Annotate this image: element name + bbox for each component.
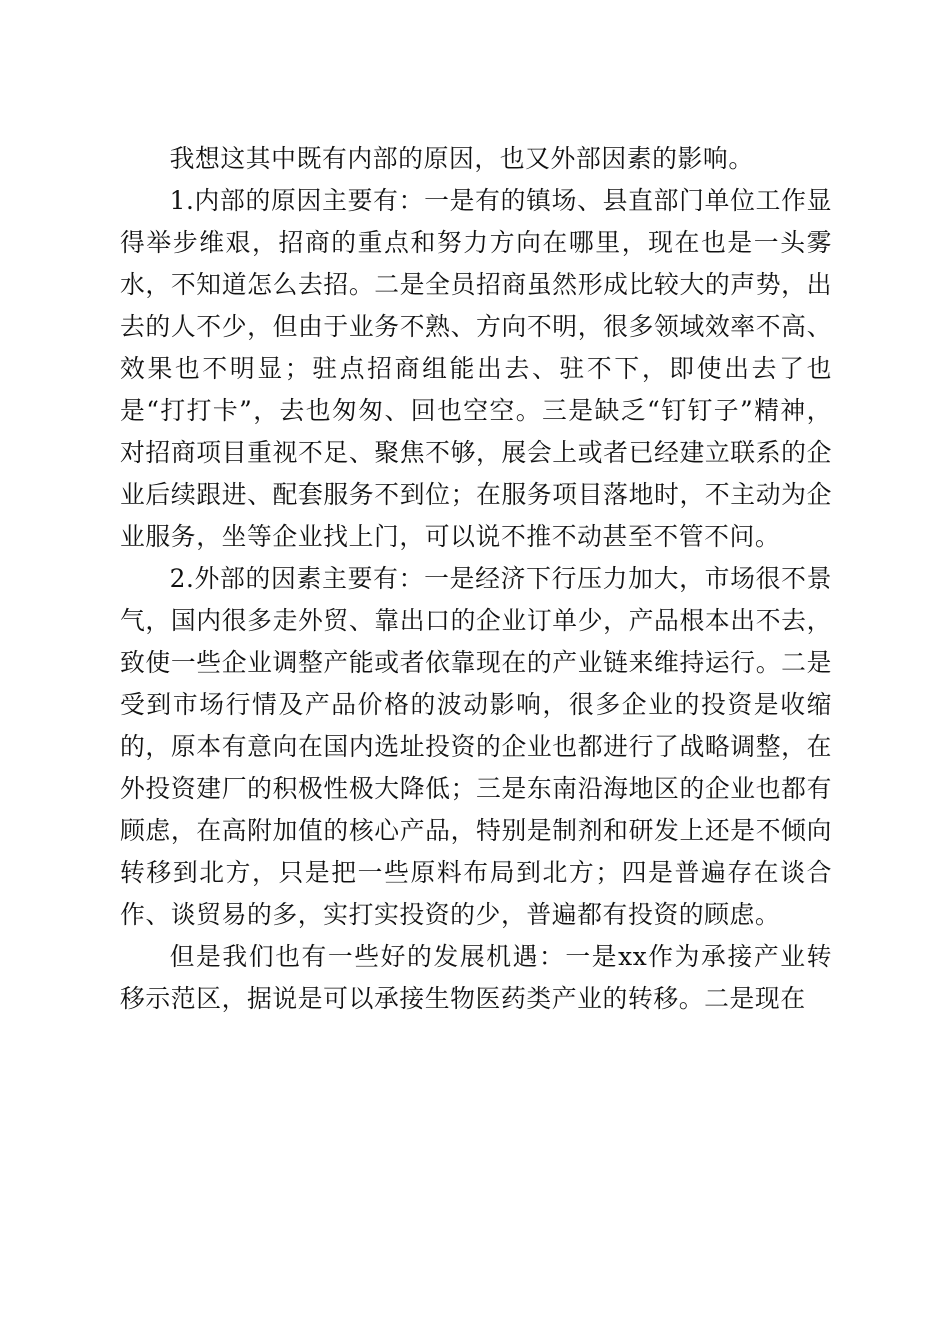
paragraph-opportunities: 但是我们也有一些好的发展机遇：一是xx作为承接产业转移示范区，据说是可以承接生物医药类产业的转移。二是现在 (120, 942, 832, 1013)
paragraph-external-factors: 2.外部的因素主要有：一是经济下行压力加大，市场很不景气，国内很多走外贸、靠出口的企业订单少，产品根本出不去，致使一些企业调整产能或者依靠现在的产业链来维持运行。二是受到市场行情及产品价格的波动影响，很多企业的投资是收缩的，原本有意向在国内选址投资的企业也都进行了战略调整，在外投资建厂的积极性极大降低；三是东南沿海地区的企业也都有顾虑，在高附加值的核心产品，特别是制剂和研发上还是不倾向转移到北方，只是把一些原料布局到北方；四是普遍存在谈合作、谈贸易的多，实打实投资的少，普遍都有投资的顾虑。 (120, 564, 832, 929)
document-body (120, 138, 832, 1020)
paragraph-intro: 我想这其中既有内部的原因，也又外部因素的影响。 (169, 144, 754, 173)
paragraph-internal-reasons: 1.内部的原因主要有：一是有的镇场、县直部门单位工作显得举步维艰，招商的重点和努力方向在哪里，现在也是一头雾水，不知道怎么去招。二是全员招商虽然形成比较大的声势，出去的人不少，但由于业务不熟、方向不明，很多领域效率不高、效果也不明显；驻点招商组能出去、驻不下，即使出去了也是“打打卡”，去也匆匆、回也空空。三是缺乏“钉钉子”精神，对招商项目重视不足、聚焦不够，展会上或者已经建立联系的企业后续跟进、配套服务不到位；在服务项目落地时，不主动为企业服务，坐等企业找上门，可以说不推不动甚至不管不问。 (120, 186, 832, 551)
